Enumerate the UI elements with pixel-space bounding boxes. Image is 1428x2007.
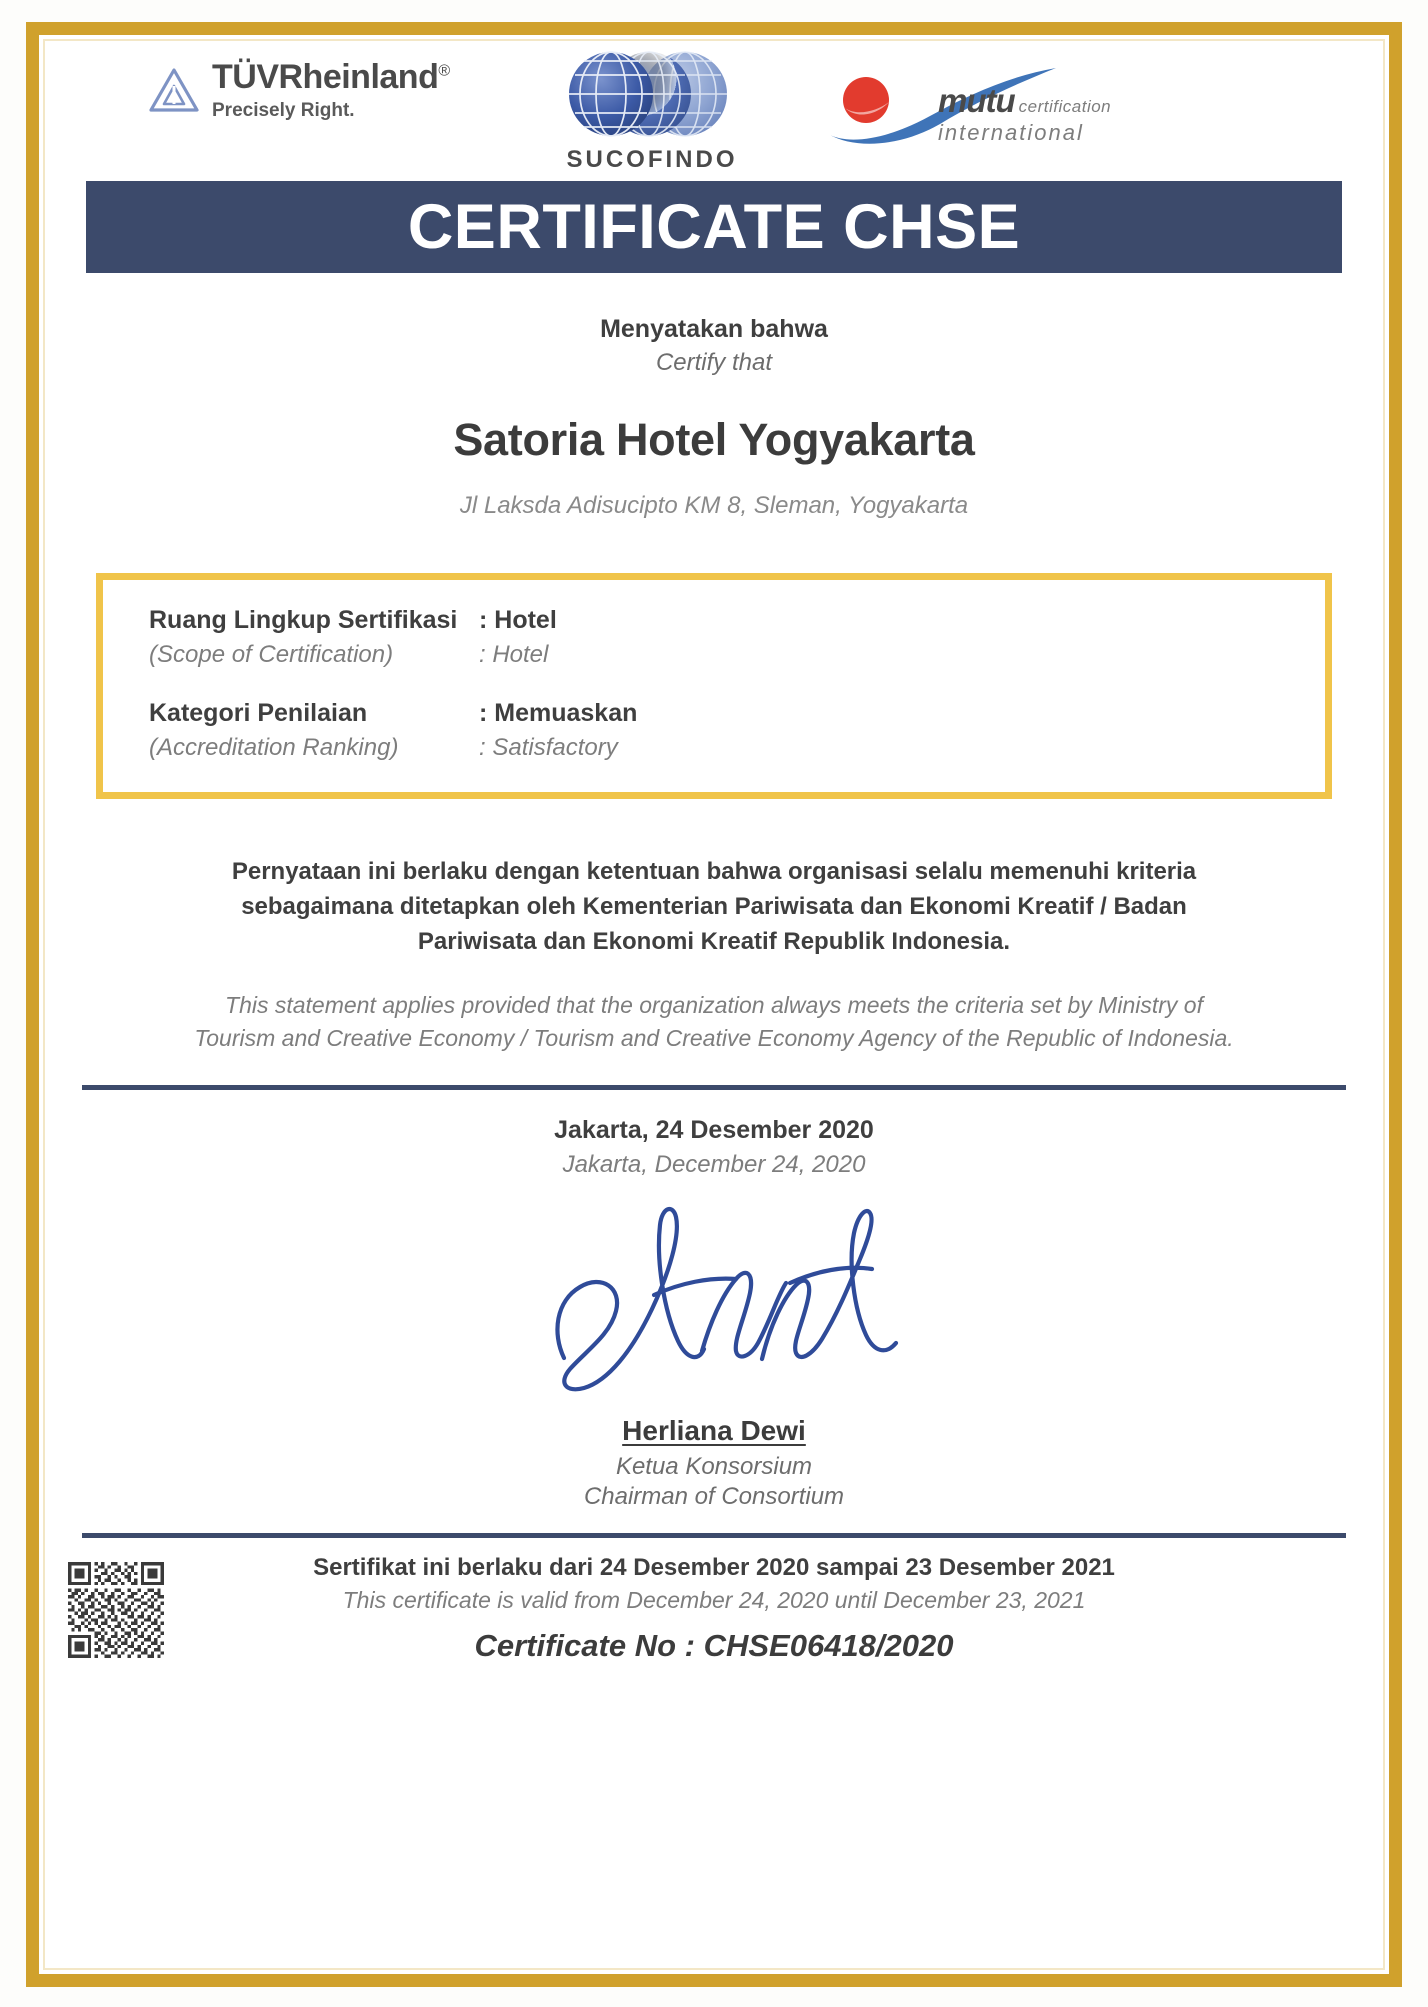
signer-role-id: Ketua Konsorsium [615,1452,813,1480]
mutu-logo-word: mutu [938,82,1015,119]
scope-value-id: : Hotel [479,606,557,634]
ranking-label-id: Kategori Penilaian [149,699,368,727]
certify-block [60,315,1368,520]
divider-above-footer [82,1533,1346,1538]
sucofindo-logo-name: SUCOFINDO [566,146,738,173]
scope-value-en: : Hotel [479,641,549,668]
validity-text-id: Sertifikat ini berlaku dari 24 Desember 2020 sampai 23 Desember 2021 [313,1553,1115,1581]
scope-row-certification [103,606,1325,669]
certify-label-id: Menyatakan bahwa [600,315,828,343]
signer-role-en: Chairman of Consortium [583,1482,845,1510]
ranking-label-en: (Accreditation Ranking) [149,734,399,761]
handwritten-signature [504,1183,924,1403]
signature-area [60,1183,1368,1413]
statement-text-id: Pernyataan ini berlaku dengan ketentuan bahwa organisasi selalu memenuhi kriteria sebagaimana ditetapkan oleh Kementerian Pariwisata dan Ekonomi Kreatif / Badan Pariwisata dan Ekonomi Kreatif Republik Indonesia. [231,858,1197,955]
tuv-triangle-icon [148,66,200,119]
scope-label-en: (Scope of Certification) [149,641,394,668]
tuv-logo-name: TÜVRheinland® [212,58,450,96]
tuv-logo-tagline: Precisely Right. [212,100,355,121]
mutu-logo-certification: certification [1018,97,1112,116]
scope-details-box [96,573,1332,799]
issue-date-id: Jakarta, 24 Desember 2020 [554,1115,874,1144]
certificate-number: Certificate No : CHSE06418/2020 [474,1627,954,1663]
scope-row-ranking [103,699,1325,762]
signer-block [60,1415,1368,1511]
signer-name: Herliana Dewi [622,1414,806,1446]
mutu-certification-logo [820,62,1160,152]
certificate-holder-name: Satoria Hotel Yogyakarta [453,414,975,465]
certificate-title-banner [86,181,1342,273]
issue-date-en: Jakarta, December 24, 2020 [562,1150,866,1178]
certificate-content [60,48,1368,1973]
validity-text-en: This certificate is valid from December 24, 2020 until December 23, 2021 [342,1586,1086,1613]
scope-label-id: Ruang Lingkup Sertifikasi [149,606,458,634]
logo-row [60,48,1368,173]
page-title: CERTIFICATE CHSE [407,192,1021,262]
issue-date-block [60,1116,1368,1179]
qr-code[interactable] [68,1562,164,1663]
mutu-logo-international: international [938,119,1084,145]
three-globes-icon [557,127,747,144]
statement-text-en: This statement applies provided that the organization always meets the criteria set by Ministry of Tourism and Creative Economy / Tourism and Creative Economy Agency of the Republic of Indonesia. [194,992,1234,1052]
ranking-value-id: : Memuaskan [479,699,638,727]
sucofindo-logo [542,48,762,174]
tuv-rheinland-logo [148,60,450,120]
registered-mark-icon: ® [438,62,450,80]
certify-label-en: Certify that [655,349,773,376]
divider-above-date [82,1085,1346,1090]
certificate-footer [60,1554,1368,1664]
certificate-holder-address: Jl Laksda Adisucipto KM 8, Sleman, Yogyakarta [459,492,969,519]
ranking-value-en: : Satisfactory [479,734,618,761]
